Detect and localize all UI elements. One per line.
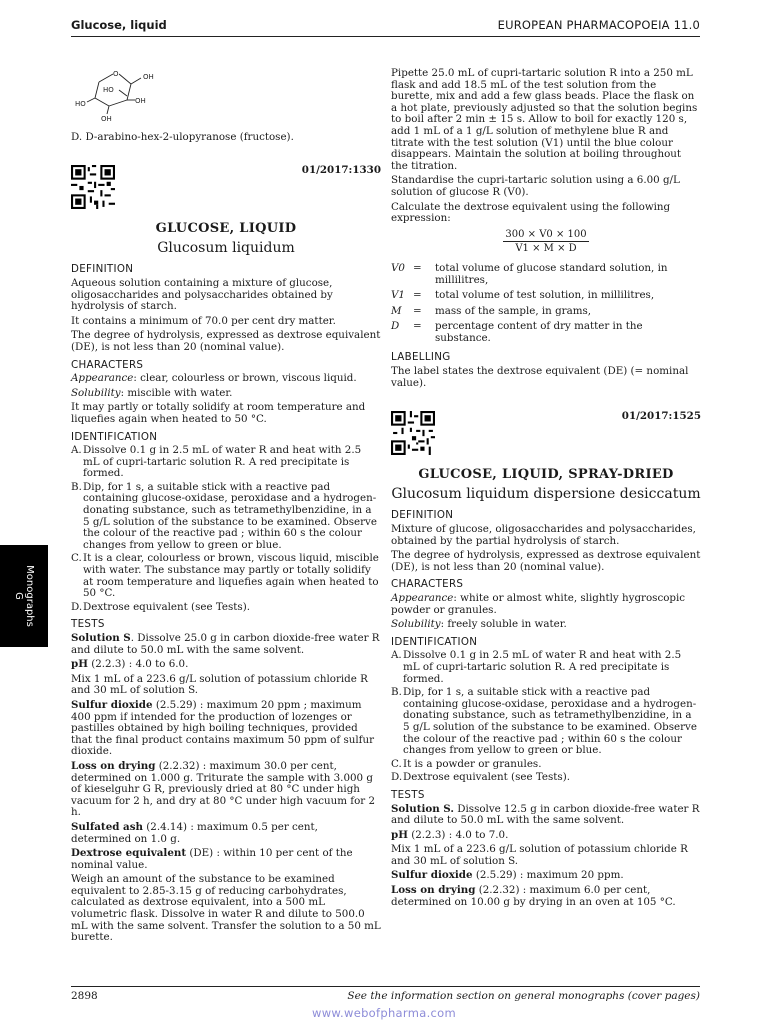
section-heading-labelling: LABELLING bbox=[391, 351, 451, 364]
solubility-line: Solubility: freely soluble in water. bbox=[391, 618, 567, 631]
list-item: A. Dissolve 0.1 g in 2.5 mL of water R and heat with 2.5 mL of cupri-tartaric solution R. A red precipitate is formed. bbox=[71, 444, 362, 480]
dextrose-formula bbox=[391, 229, 701, 255]
fructose-structure-image bbox=[73, 68, 173, 122]
test-item: Solution S. Dissolve 25.0 g in carbon dioxide-free water R and dilute to 50.0 mL with the same solvent. bbox=[71, 632, 380, 656]
footer-note: See the information section on general monographs (cover pages) bbox=[347, 990, 700, 1002]
monograph-1-latin-title: Glucosum liquidum bbox=[157, 239, 295, 256]
publication-title: EUROPEAN PHARMACOPOEIA 11.0 bbox=[497, 18, 700, 32]
qr-code-icon bbox=[391, 411, 435, 455]
struct-label-oh-1: OH bbox=[143, 73, 154, 81]
struct-label-o: O bbox=[113, 70, 119, 78]
list-item: D. Dextrose equivalent (see Tests). bbox=[391, 771, 570, 784]
legend-equals: = bbox=[413, 304, 422, 317]
watermark-link[interactable]: www.webofpharma.com bbox=[311, 1006, 456, 1020]
characters-extra: It may partly or totally solidify at room temperature and liquefies again when heated to 50 °C. bbox=[71, 401, 366, 425]
header-rule bbox=[71, 36, 700, 37]
titration-paragraph: Pipette 25.0 mL of cupri-tartaric solution R into a 250 mL flask and add 18.5 mL of the test solution from the burette, mix and add a few glass beads. Place the flask on a hot plate, previously adjusted so that the solution begins to boil after 2 min ± 15 s. Allow to boil for exactly 120 s, add 1 mL of a 1 g/L solution of methylene blue R and titrate with the test solution (V1) until the blue colour disappears. Maintain the solution at boiling throughout the titration. bbox=[391, 67, 698, 172]
legend-description: total volume of glucose standard solution, in millilitres, bbox=[435, 261, 668, 286]
test-item: pH (2.2.3) : 4.0 to 7.0. bbox=[391, 828, 509, 841]
section-heading-characters: CHARACTERS bbox=[391, 578, 464, 591]
test-item: Sulfur dioxide (2.5.29) : maximum 20 ppm. bbox=[391, 869, 624, 882]
test-item: Sulfated ash (2.4.14) : maximum 0.5 per cent, determined on 1.0 g. bbox=[71, 820, 318, 845]
standardise-paragraph: Standardise the cupri-tartaric solution using a 6.00 g/L solution of glucose R (V0). bbox=[391, 174, 680, 198]
legend-equals: = bbox=[413, 261, 422, 274]
monograph-1-header-row bbox=[71, 165, 381, 209]
footer-rule bbox=[71, 986, 700, 987]
struct-label-oh-2: OH bbox=[135, 97, 146, 105]
identification-list bbox=[391, 650, 701, 784]
definition-text: The degree of hydrolysis, expressed as dextrose equivalent (DE), is not less than 20 (nominal value). bbox=[71, 329, 381, 353]
struct-label-oh-3: OH bbox=[101, 115, 112, 122]
impurity-d: D. D-arabino-hex-2-ulopyranose (fructose). bbox=[71, 130, 294, 143]
test-item: Sulfur dioxide (2.5.29) : maximum 20 ppm ; maximum 400 ppm if intended for the production of lozenges or pastilles obtained by high boiling techniques, provided that the final product contains maximum 50 ppm of sulfur dioxide. bbox=[71, 698, 375, 758]
legend-description: percentage content of dry matter in the substance. bbox=[435, 320, 643, 344]
formula-denominator: V1 × M × D bbox=[515, 243, 577, 255]
monograph-2-latin-title: Glucosum liquidum dispersione desiccatum bbox=[391, 485, 701, 502]
appearance-line: Appearance: white or almost white, slightly hygroscopic powder or granules. bbox=[391, 592, 686, 616]
list-item: B. Dip, for 1 s, a suitable stick with a reactive pad containing glucose-oxidase, peroxidase and a hydrogen-donating substance, such as tetramethylbenzidine, in a 5 g/L solution of the substance to be examined. Observe the colour of the reactive pad ; within 60 s the colour changes from yellow to green or blue. bbox=[71, 480, 377, 551]
legend-equals: = bbox=[413, 289, 422, 302]
qr-code-icon bbox=[71, 165, 115, 209]
right-column bbox=[391, 68, 701, 911]
section-heading-identification: IDENTIFICATION bbox=[71, 430, 158, 443]
legend-equals: = bbox=[413, 320, 422, 333]
section-heading-characters: CHARACTERS bbox=[71, 358, 144, 371]
monograph-2-title: GLUCOSE, LIQUID, SPRAY-DRIED bbox=[418, 467, 674, 483]
legend-symbol: V1 bbox=[391, 289, 405, 302]
legend-symbol: V0 bbox=[391, 261, 405, 274]
legend-description: mass of the sample, in grams, bbox=[435, 304, 592, 317]
definition-text: Mixture of glucose, oligosaccharides and polysaccharides, obtained by the partial hydrolysis of starch. bbox=[391, 523, 696, 547]
section-heading-tests: TESTS bbox=[391, 788, 425, 801]
test-item: Mix 1 mL of a 223.6 g/L solution of potassium chloride R and 30 mL of solution S. bbox=[71, 672, 368, 697]
legend-symbol: M bbox=[391, 304, 402, 317]
formula-numerator: 300 × V0 × 100 bbox=[503, 229, 588, 243]
section-heading-definition: DEFINITION bbox=[71, 263, 134, 276]
section-heading-identification: IDENTIFICATION bbox=[391, 635, 478, 648]
list-item: D. Dextrose equivalent (see Tests). bbox=[71, 600, 250, 613]
test-item: Loss on drying (2.2.32) : maximum 6.0 per cent, determined on 10.00 g by drying in an oven at 105 °C. bbox=[391, 884, 676, 908]
formula-legend bbox=[391, 263, 701, 345]
test-item: Dextrose equivalent (DE) : within 10 per cent of the nominal value. bbox=[71, 847, 353, 871]
legend-description: total volume of test solution, in millilitres, bbox=[435, 289, 655, 302]
left-column bbox=[71, 68, 381, 947]
test-item: pH (2.2.3) : 4.0 to 6.0. bbox=[71, 658, 189, 671]
side-tab-label: Monographs G bbox=[13, 565, 35, 627]
solubility-line: Solubility: miscible with water. bbox=[71, 386, 233, 399]
identification-list bbox=[71, 445, 381, 613]
section-heading-definition: DEFINITION bbox=[391, 509, 454, 522]
legend-symbol: D bbox=[391, 320, 400, 333]
struct-label-ho-2: HO bbox=[75, 100, 86, 108]
definition-text: It contains a minimum of 70.0 per cent dry matter. bbox=[71, 314, 336, 327]
definition-text: The degree of hydrolysis, expressed as dextrose equivalent (DE), is not less than 20 (nominal value). bbox=[391, 549, 701, 573]
list-item: B. Dip, for 1 s, a suitable stick with a reactive pad containing glucose-oxidase, peroxidase and a hydrogen-donating substance, such as tetramethylbenzidine, in a 5 g/L solution of the substance to be examined. Observe the colour of the reactive pad ; within 60 s the colour changes from yellow to green or blue. bbox=[391, 686, 697, 757]
struct-label-ho-1: HO bbox=[103, 86, 114, 94]
list-item: C. It is a clear, colourless or brown, viscous liquid, miscible with water. The substance may partly or totally solidify at room temperature and liquefies again when heated to 50 °C. bbox=[71, 552, 379, 600]
page-number: 2898 bbox=[71, 990, 98, 1002]
calculate-paragraph: Calculate the dextrose equivalent using the following expression: bbox=[391, 200, 671, 225]
test-item: Loss on drying (2.2.32) : maximum 30.0 per cent, determined on 1.000 g. Triturate the sample with 3.000 g of kieselguhr G R, previously dried at 80 °C under high vacuum for 2 h, and dry at 80 °C under high vacuum for 2 h. bbox=[71, 759, 376, 819]
test-item: Weigh an amount of the substance to be examined equivalent to 2.85-3.15 g of reducing carbohydrates, calculated as dextrose equivalent, into a 500 mL volumetric flask. Dissolve in water R and dilute to 500.0 mL with the same solvent. Transfer the solution to a 50 mL burette. bbox=[71, 873, 381, 944]
monograph-2-ref: 01/2017:1525 bbox=[621, 410, 701, 423]
section-heading-tests: TESTS bbox=[71, 618, 105, 631]
list-item: A. Dissolve 0.1 g in 2.5 mL of water R and heat with 2.5 mL of cupri-tartaric solution R. A red precipitate is formed. bbox=[391, 649, 682, 685]
running-head-title: Glucose, liquid bbox=[71, 18, 167, 32]
labelling-text: The label states the dextrose equivalent (DE) (= nominal value). bbox=[391, 365, 689, 389]
test-item: Mix 1 mL of a 223.6 g/L solution of potassium chloride R and 30 mL of solution S. bbox=[391, 843, 688, 867]
test-item: Solution S. Dissolve 12.5 g in carbon dioxide-free water R and dilute to 50.0 mL with the same solvent. bbox=[391, 802, 700, 827]
monographs-side-tab bbox=[0, 545, 48, 647]
definition-text: Aqueous solution containing a mixture of glucose, oligosaccharides and polysaccharides obtained by hydrolysis of starch. bbox=[71, 276, 333, 313]
appearance-line: Appearance: clear, colourless or brown, viscous liquid. bbox=[71, 372, 357, 385]
list-item: C. It is a powder or granules. bbox=[391, 757, 542, 770]
monograph-1-title: GLUCOSE, LIQUID bbox=[155, 221, 297, 237]
monograph-1-ref: 01/2017:1330 bbox=[301, 164, 381, 177]
monograph-2-header-row bbox=[391, 411, 701, 455]
